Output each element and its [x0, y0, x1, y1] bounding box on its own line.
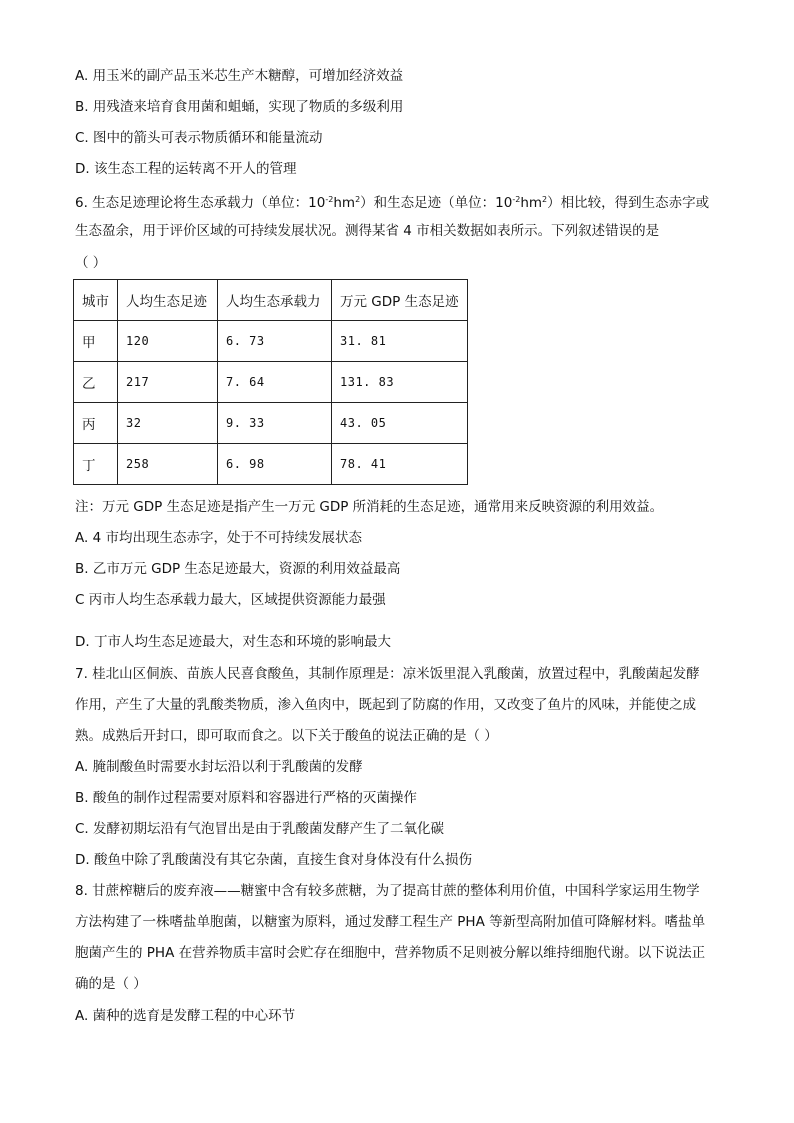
q5-option-a: A. 用玉米的副产品玉米芯生产木糖醇，可增加经济效益	[75, 68, 404, 84]
q7-option-d: D. 酸鱼中除了乳酸菌没有其它杂菌，直接生食对身体没有什么损伤	[75, 852, 472, 868]
q6-option-a: A. 4 市均出现生态赤字，处于不可持续发展状态	[75, 530, 362, 546]
table-cell: 6. 98	[218, 444, 332, 485]
q5-option-c: C. 图中的箭头可表示物质循环和能量流动	[75, 130, 323, 146]
q6-option-d: D. 丁市人均生态足迹最大，对生态和环境的影响最大	[75, 634, 391, 650]
q7-option-c: C. 发酵初期坛沿有气泡冒出是由于乳酸菌发酵产生了二氧化碳	[75, 821, 445, 837]
table-cell: 43. 05	[332, 403, 468, 444]
table-cell: 120	[118, 321, 218, 362]
q7-option-b: B. 酸鱼的制作过程需要对原料和容器进行严格的灭菌操作	[75, 790, 417, 806]
q8-stem-line4: 确的是（ ）	[75, 976, 147, 992]
table-cell: 78. 41	[332, 444, 468, 485]
table-cell: 131. 83	[332, 362, 468, 403]
q7-stem-line2: 作用，产生了大量的乳酸类物质，渗入鱼肉中，既起到了防腐的作用，又改变了鱼片的风味，并能使之成	[75, 697, 696, 713]
q6-answer-bracket: （ ）	[75, 255, 107, 271]
table-cell-city: 丁	[74, 444, 118, 485]
table-cell-city: 丙	[74, 403, 118, 444]
table-row	[74, 403, 468, 444]
table-cell: 217	[118, 362, 218, 403]
q7-stem-line3: 熟。成熟后开封口，即可取而食之。以下关于酸鱼的说法正确的是（ ）	[75, 728, 498, 744]
table-header-cell: 人均生态足迹	[118, 280, 218, 321]
table-cell: 31. 81	[332, 321, 468, 362]
table-header-row	[74, 280, 468, 321]
table-header-cell: 人均生态承载力	[218, 280, 332, 321]
q7-option-a: A. 腌制酸鱼时需要水封坛沿以利于乳酸菌的发酵	[75, 759, 363, 775]
q6-stem-line1: 6. 生态足迹理论将生态承载力（单位：$10^{-2}hm^2$）和生态足迹（单位：$10^{-2}hm^2$）相比较，得到生态赤字或	[75, 195, 710, 211]
table-cell-city: 甲	[74, 321, 118, 362]
q5-option-d: D. 该生态工程的运转离不开人的管理	[75, 161, 297, 177]
table-cell: 9. 33	[218, 403, 332, 444]
table-cell-city: 乙	[74, 362, 118, 403]
q8-stem-line3: 胞菌产生的 PHA 在营养物质丰富时会贮存在细胞中，营养物质不足则被分解以维持细胞代谢。以下说法正	[75, 945, 706, 961]
table-row	[74, 362, 468, 403]
table-note: 注：万元 GDP 生态足迹是指产生一万元 GDP 所消耗的生态足迹，通常用来反映资源的利用效益。	[75, 499, 664, 515]
q7-stem-line1: 7. 桂北山区侗族、苗族人民喜食酸鱼，其制作原理是：凉米饭里混入乳酸菌，放置过程中，乳酸菌起发酵	[75, 666, 700, 682]
q6-option-b: B. 乙市万元 GDP 生态足迹最大，资源的利用效益最高	[75, 561, 401, 577]
q6-option-c: C 丙市人均生态承载力最大，区域提供资源能力最强	[75, 592, 386, 608]
q8-stem-line2: 方法构建了一株嗜盐单胞菌，以糖蜜为原料，通过发酵工程生产 PHA 等新型高附加值可降解材料。嗜盐单	[75, 914, 706, 930]
q5-option-b: B. 用残渣来培育食用菌和蛆蛹，实现了物质的多级利用	[75, 99, 404, 115]
table-cell: 258	[118, 444, 218, 485]
table-header-cell: 城市	[74, 280, 118, 321]
table-header-cell: 万元 GDP 生态足迹	[332, 280, 468, 321]
table-cell: 32	[118, 403, 218, 444]
data-table	[73, 279, 468, 485]
table-row	[74, 321, 468, 362]
q8-option-a: A. 菌种的选育是发酵工程的中心环节	[75, 1008, 296, 1024]
table-row	[74, 444, 468, 485]
table-cell: 6. 73	[218, 321, 332, 362]
table-cell: 7. 64	[218, 362, 332, 403]
q8-stem-line1: 8. 甘蔗榨糖后的废弃液——糖蜜中含有较多蔗糖，为了提高甘蔗的整体利用价值，中国科学家运用生物学	[75, 883, 700, 899]
q6-stem-line2: 生态盈余，用于评价区域的可持续发展状况。测得某省 4 市相关数据如表所示。下列叙述错误的是	[75, 223, 660, 239]
